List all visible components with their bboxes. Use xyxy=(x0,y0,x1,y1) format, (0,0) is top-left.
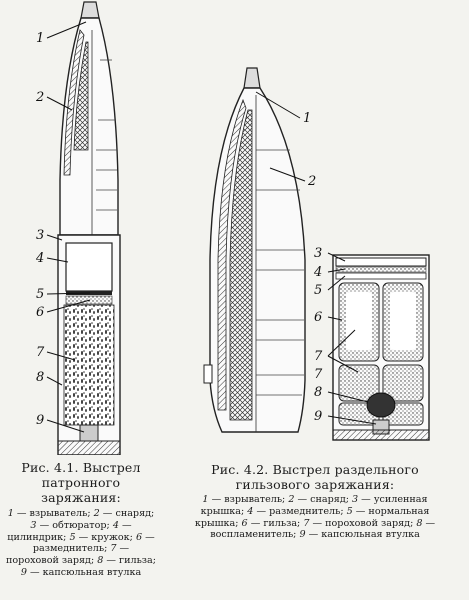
legend-number: 4 xyxy=(112,519,119,531)
legend-number: 5 xyxy=(346,505,353,517)
legend-text: — гильза; xyxy=(247,517,304,529)
fig2-label: 9 xyxy=(314,409,323,424)
legend-number: 8 xyxy=(416,517,423,529)
legend-entry xyxy=(30,520,112,531)
legend-text: — капсюльная втулка xyxy=(305,529,420,541)
legend-number: 8 xyxy=(97,555,104,567)
fig2-label: 7 xyxy=(314,349,323,364)
legend-entry xyxy=(242,518,304,529)
legend-text: — взрыватель; xyxy=(13,508,94,519)
fig1-label: 6 xyxy=(36,305,45,320)
legend-number: 9 xyxy=(20,566,27,578)
legend-entry xyxy=(247,506,346,517)
figure1-drawing xyxy=(35,2,120,455)
fig2-label: 2 xyxy=(308,174,317,189)
legend-text: — размеднитель; xyxy=(253,505,347,517)
fig1-label: 2 xyxy=(36,90,45,105)
legend-text: — снаряд; xyxy=(294,494,353,505)
legend-text: — взрыватель; xyxy=(208,494,289,505)
legend-number: 5 xyxy=(69,531,76,543)
legend-text: — нормальная крышка; xyxy=(194,505,430,529)
fig2-reinforced-cover xyxy=(336,258,426,266)
fig2-label: 3 xyxy=(314,246,323,261)
legend-entry xyxy=(21,567,141,578)
legend-number: 7 xyxy=(110,543,117,555)
fig2-label: 7 xyxy=(314,367,323,382)
legend-text: — цилиндрик; xyxy=(7,519,132,543)
figure2-legend xyxy=(190,494,440,541)
legend-number: 1 xyxy=(202,494,209,505)
legend-entry xyxy=(288,494,352,505)
legend-text: — размеднитель; xyxy=(32,531,155,555)
fig1-label: 1 xyxy=(36,31,45,46)
fig1-label: 8 xyxy=(36,370,45,385)
legend-text: — пороховой заряд; xyxy=(6,543,130,567)
fig1-primer xyxy=(80,425,98,441)
fig1-label: 9 xyxy=(36,413,45,428)
fig2-igniter xyxy=(367,393,395,417)
figure2-caption-title: Рис. 4.2. Выстрел раздельного гильзового заряжания: xyxy=(211,462,419,492)
fig1-label: 4 xyxy=(36,251,45,266)
legend-text: — кружок; xyxy=(75,531,136,543)
legend-number: 3 xyxy=(30,519,37,531)
legend-text: — усиленная крышка; xyxy=(200,494,428,517)
fig2-label: 6 xyxy=(314,310,323,325)
legend-number: 4 xyxy=(247,505,254,517)
figure2-drawing xyxy=(204,68,429,440)
legend-text: — обтюратор; xyxy=(36,519,113,531)
legend-entry xyxy=(303,518,416,529)
fig1-fuse xyxy=(81,2,99,18)
fig2-label: 1 xyxy=(303,111,312,126)
figure1-legend xyxy=(6,508,156,579)
legend-entry xyxy=(94,508,155,519)
figure1-caption-title: Рис. 4.1. Выстрел патронного заряжания: xyxy=(21,460,141,505)
legend-number: 2 xyxy=(288,494,295,505)
legend-number: 1 xyxy=(7,508,14,519)
legend-number: 6 xyxy=(241,517,248,529)
legend-number: 6 xyxy=(135,531,143,543)
fig2-fuse xyxy=(244,68,260,88)
fig1-label: 3 xyxy=(36,228,45,243)
fig2-label: 8 xyxy=(314,385,323,400)
legend-entry xyxy=(202,494,288,505)
fig2-label: 4 xyxy=(314,265,323,280)
legend-text: — капсюльная втулка xyxy=(26,566,142,578)
legend-number: 3 xyxy=(352,494,359,505)
legend-entry xyxy=(69,532,135,543)
fig2-normal-cover xyxy=(336,273,426,279)
fig1-propellant xyxy=(64,305,114,425)
legend-number: 9 xyxy=(299,529,306,541)
legend-entry xyxy=(8,508,94,519)
legend-text: — снаряд; xyxy=(99,508,155,519)
fig1-cylinder xyxy=(66,243,112,291)
legend-number: 7 xyxy=(303,517,310,529)
fig2-label: 5 xyxy=(314,283,323,298)
legend-text: — гильза; xyxy=(103,555,156,567)
legend-entry xyxy=(299,529,419,540)
fig1-label: 7 xyxy=(36,345,45,360)
fig1-label: 5 xyxy=(36,287,45,302)
legend-number: 2 xyxy=(93,508,100,519)
legend-text: — воспламенитель; xyxy=(210,517,436,541)
legend-text: — пороховой заряд; xyxy=(309,517,417,529)
legend-entry xyxy=(97,555,156,566)
